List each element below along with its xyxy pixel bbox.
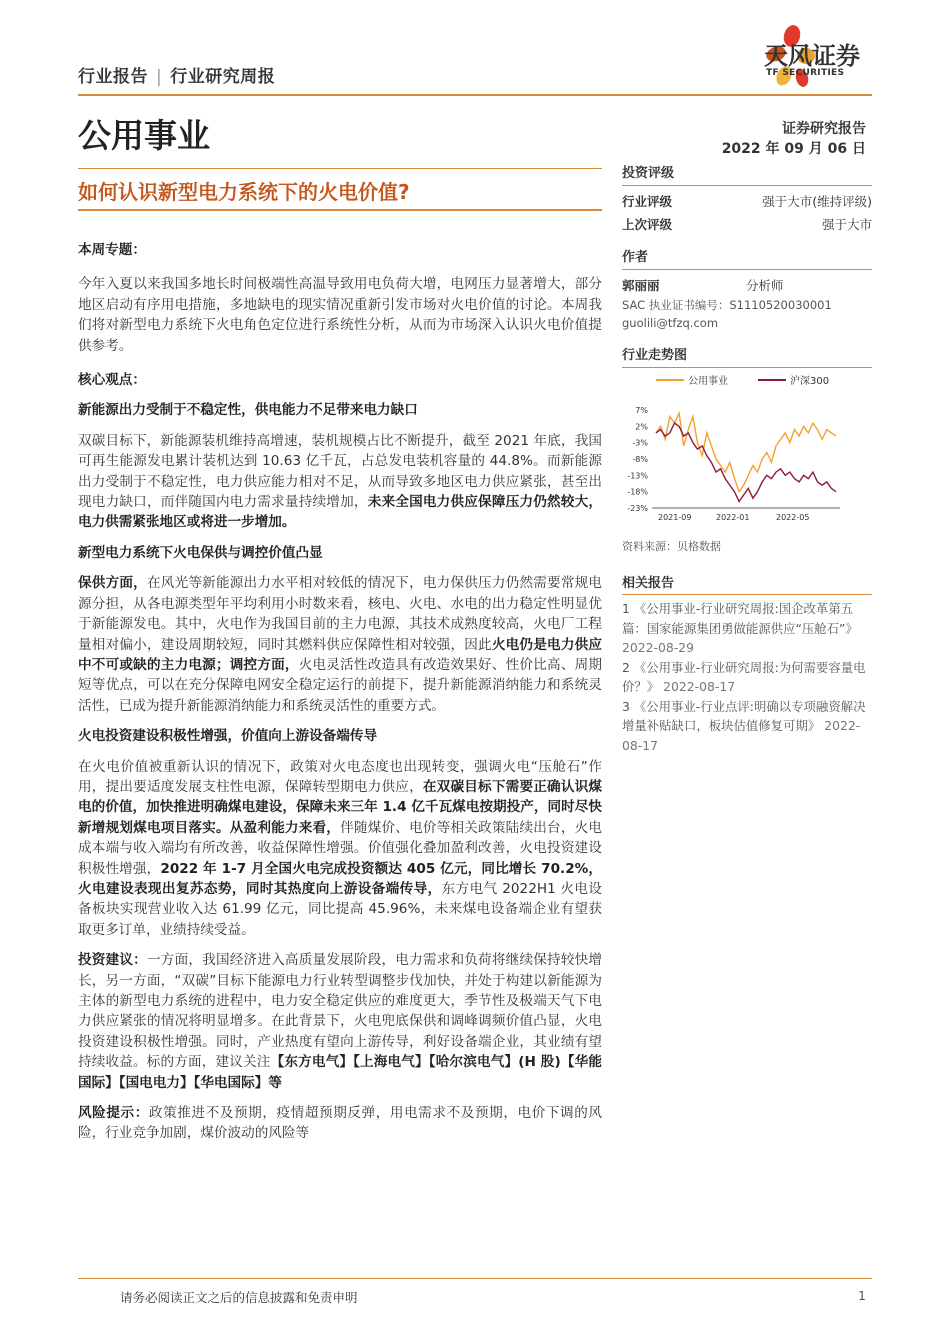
related-report-2-date: 2022-08-17: [663, 679, 736, 694]
legend-label-hs300: 沪深300: [790, 376, 830, 387]
section3-heading: 火电投资建设积极性增强，价值向上游设备端传导: [78, 728, 378, 745]
prev-rating-label: 上次评级: [622, 217, 673, 232]
y-tick-label: -23%: [627, 504, 648, 513]
rating-block: [622, 162, 872, 233]
core-heading: 核心观点：: [78, 372, 146, 389]
risk-label: 风险提示：: [78, 1105, 149, 1122]
title-divider-top: [78, 168, 602, 169]
footer-disclaimer: 请务必阅读正文之后的信息披露和免责申明: [120, 1290, 358, 1305]
y-tick-label: 2%: [635, 422, 648, 432]
section1-text: 双碳目标下，新能源装机维持高增速，装机规模占比不断提升，截至 2021 年底，我国可再生能源发电累计装机达到 10.63 亿千瓦，占总发电装机容量的 44.8%。而新能源出力受制于不稳定性，电力供应能力相对不足，从而导致多地区电力供应紧张，甚至出现电力缺口，而伴随国内电力需求量持续增加，: [78, 432, 602, 511]
risk-paragraph: [78, 1103, 602, 1144]
related-heading: 相关报告: [622, 576, 675, 591]
related-report-3-title: 3 《公用事业-行业点评:明确以专项融资解决增量补贴缺口，板块估值修复可期》: [622, 698, 866, 733]
series-layer: [656, 413, 836, 501]
y-tick-label: 7%: [635, 406, 648, 415]
rating-heading: 投资评级: [622, 166, 675, 181]
document-type: 证券研究报告: [782, 121, 866, 137]
investment-paragraph: [78, 950, 602, 1093]
section2-bold: 火电仍是电力供应中不可或缺的主力电源；调控方面，: [78, 636, 603, 673]
industry-rating-row: [622, 192, 872, 210]
author-divider: [622, 269, 872, 270]
chart-source: 资料来源：贝格数据: [622, 540, 721, 553]
x-axis: [652, 508, 840, 522]
y-tick-label: -13%: [627, 471, 648, 481]
related-report-2[interactable]: [622, 658, 872, 697]
topic-paragraph: 今年入夏以来我国多地长时间极端性高温导致用电负荷大增，电网压力显著增大，部分地区启动有序用电措施，多地缺电的现实情况重新引发市场对火电价值的讨论。本周我们将对新型电力系统下火电角色定位进行系统性分析，从而为市场深入认识火电价值提供参考。: [78, 276, 602, 354]
author-row: [622, 276, 872, 294]
prev-rating-row: [622, 215, 872, 233]
section2-lead: 保供方面，: [78, 575, 147, 592]
related-report-3-date: 2022-08-17: [622, 718, 861, 753]
industry-rating-label: 行业评级: [622, 194, 673, 209]
related-report-1[interactable]: [622, 599, 872, 658]
brand-name-cn: 天风证券: [764, 42, 860, 70]
x-tick-label: 2022-05: [776, 513, 810, 522]
legend-label-utilities: 公用事业: [688, 376, 728, 387]
section2-heading: 新型电力系统下火电保供与调控价值凸显: [78, 544, 323, 561]
author-heading: 作者: [622, 250, 649, 265]
related-report-3[interactable]: [622, 697, 872, 756]
title-divider-bottom: [78, 209, 602, 211]
author-block: [622, 246, 872, 330]
header-divider: [78, 94, 872, 96]
section3-paragraph: [78, 757, 602, 941]
author-name: 郭丽丽: [622, 278, 660, 293]
section2-text-b: 火电灵活性改造具有改造效果好、性价比高、周期短等优点，可以在充分保障电网安全稳定运行的前提下，提升新能源消纳能力和系统灵活性，已成为提升新能源消纳能力和系统灵活性的重要方式。: [78, 656, 603, 714]
series-line-hs300: [656, 423, 836, 501]
section3-text-a: 在火电价值被重新认识的情况下，政策对火电态度也出现转变，强调火电“压舱石”作用，提出要适度发展支柱性电源，保障转型期电力供应，: [78, 758, 602, 795]
section3-bold-a: 在双碳目标下需要正确认识煤电的价值，加快推进明确煤电建设，保障未来三年 1.4 亿千瓦煤电按期投产，同时尽快新增规划煤电项目落实。从盈利能力来看，: [78, 778, 603, 836]
related-divider: [622, 594, 872, 595]
prev-rating-value: 强于大市: [821, 217, 872, 232]
main-content: [78, 240, 602, 1144]
industry-trend-chart: [622, 366, 872, 526]
risk-text: 政策推进不及预期，疫情超预期反弹，用电需求不及预期，电价下调的风险，行业竞争加剧，煤价波动的风险等: [78, 1105, 602, 1142]
investment-label: 投资建议：: [78, 952, 147, 969]
report-title: 如何认识新型电力系统下的火电价值?: [78, 180, 410, 204]
related-report-1-date: 2022-08-29: [622, 640, 695, 655]
section2-paragraph: [78, 573, 602, 716]
document-date: 2022 年 09 月 06 日: [721, 141, 866, 157]
x-tick-label: 2021-09: [658, 513, 692, 522]
trend-heading: 行业走势图: [622, 348, 688, 363]
investment-stocks: 【东方电气】【上海电气】【哈尔滨电气】(H 股)【华能国际】【国电电力】【华电国际】等: [78, 1054, 603, 1091]
y-axis: [627, 406, 648, 513]
industry-rating-value: 强于大市(维持评级): [762, 194, 872, 209]
series-line-utilities: [656, 413, 836, 491]
y-tick-label: -18%: [627, 487, 648, 497]
section1-paragraph: [78, 431, 602, 533]
y-tick-label: -8%: [632, 455, 648, 464]
sector-title: 公用事业: [78, 116, 210, 155]
category-label: 行业报告: [78, 67, 148, 87]
section3-bold-b: 2022 年 1-7 月全国火电完成投资额达 405 亿元，同比增长 70.2%，火电建设表现出复苏态势，同时其热度向上游设备端传导，: [78, 860, 602, 897]
author-role: 分析师: [746, 278, 784, 293]
rating-divider: [622, 185, 872, 186]
topic-heading: 本周专题：: [78, 242, 146, 258]
author-certificate: SAC 执业证书编号：S1110520030001: [622, 298, 832, 312]
report-category: [78, 62, 275, 87]
section3-text-b: 伴随煤价、电价等相关政策陆续出台，火电成本端与收入端均有所改善，收益保障性增强。价值强化叠加盈利改善，火电投资建设积极性增强，: [78, 819, 603, 877]
section3-text-c: 东方电气 2022H1 火电设备板块实现营业收入达 61.99 亿元，同比提高 45.96%，未来煤电设备端企业有望获取更多订单，业绩持续受益。: [78, 880, 603, 938]
section2-text-a: 在风光等新能源出力水平相对较低的情况下，电力保供压力仍然需要常规电源分担，从各电源类型年平均利用小时数来看，核电、火电、水电的出力稳定性明显优于新能源发电。其中，火电作为我国目前的主力电源，其技术成熟度较高，火电厂工程量相对偏小，建设周期较短，同时其燃料供应保障性相对较强，因此: [78, 575, 603, 653]
related-report-1-title: 1 《公用事业-行业研究周报:国企改革第五篇：国家能源集团勇做能源供应“压舱石”》: [622, 601, 858, 636]
footer-divider: [78, 1278, 872, 1279]
chart-legend: [656, 374, 829, 387]
section1-heading: 新能源出力受制于不稳定性，供电能力不足带来电力缺口: [78, 402, 418, 419]
investment-text: 一方面，我国经济进入高质量发展阶段，电力需求和负荷将继续保持较快增长，另一方面，“双碳”目标下能源电力行业转型调整步伐加快，并处于构建以新能源为主体的新型电力系统的进程中，电力安全稳定供应的难度更大，季节性及极端天气下电力供应紧张的情况将明显增多。在此背景下，火电兜底保供和调峰调频价值凸显，火电投资建设积极性增强。同时，产业热度有望向上游传导，利好设备端企业，其业绩有望持续收益。标的方面，建议关注: [78, 952, 603, 1071]
subcategory-label: 行业研究周报: [170, 67, 276, 87]
category-separator: |: [156, 67, 163, 87]
x-tick-label: 2022-01: [716, 513, 750, 522]
brand-name-en: TF SECURITIES: [766, 68, 845, 78]
page-number: 1: [858, 1288, 866, 1303]
related-reports: [622, 572, 872, 755]
section1-bold: 未来全国电力供应保障压力仍然较大，电力供需紧张地区或将进一步增加。: [78, 494, 603, 531]
author-email[interactable]: guolili@tfzq.com: [622, 316, 719, 330]
y-tick-label: -3%: [632, 438, 648, 448]
related-report-2-title: 2 《公用事业-行业研究周报:为何需要容量电价？》: [622, 659, 866, 694]
trend-block: [622, 344, 872, 368]
